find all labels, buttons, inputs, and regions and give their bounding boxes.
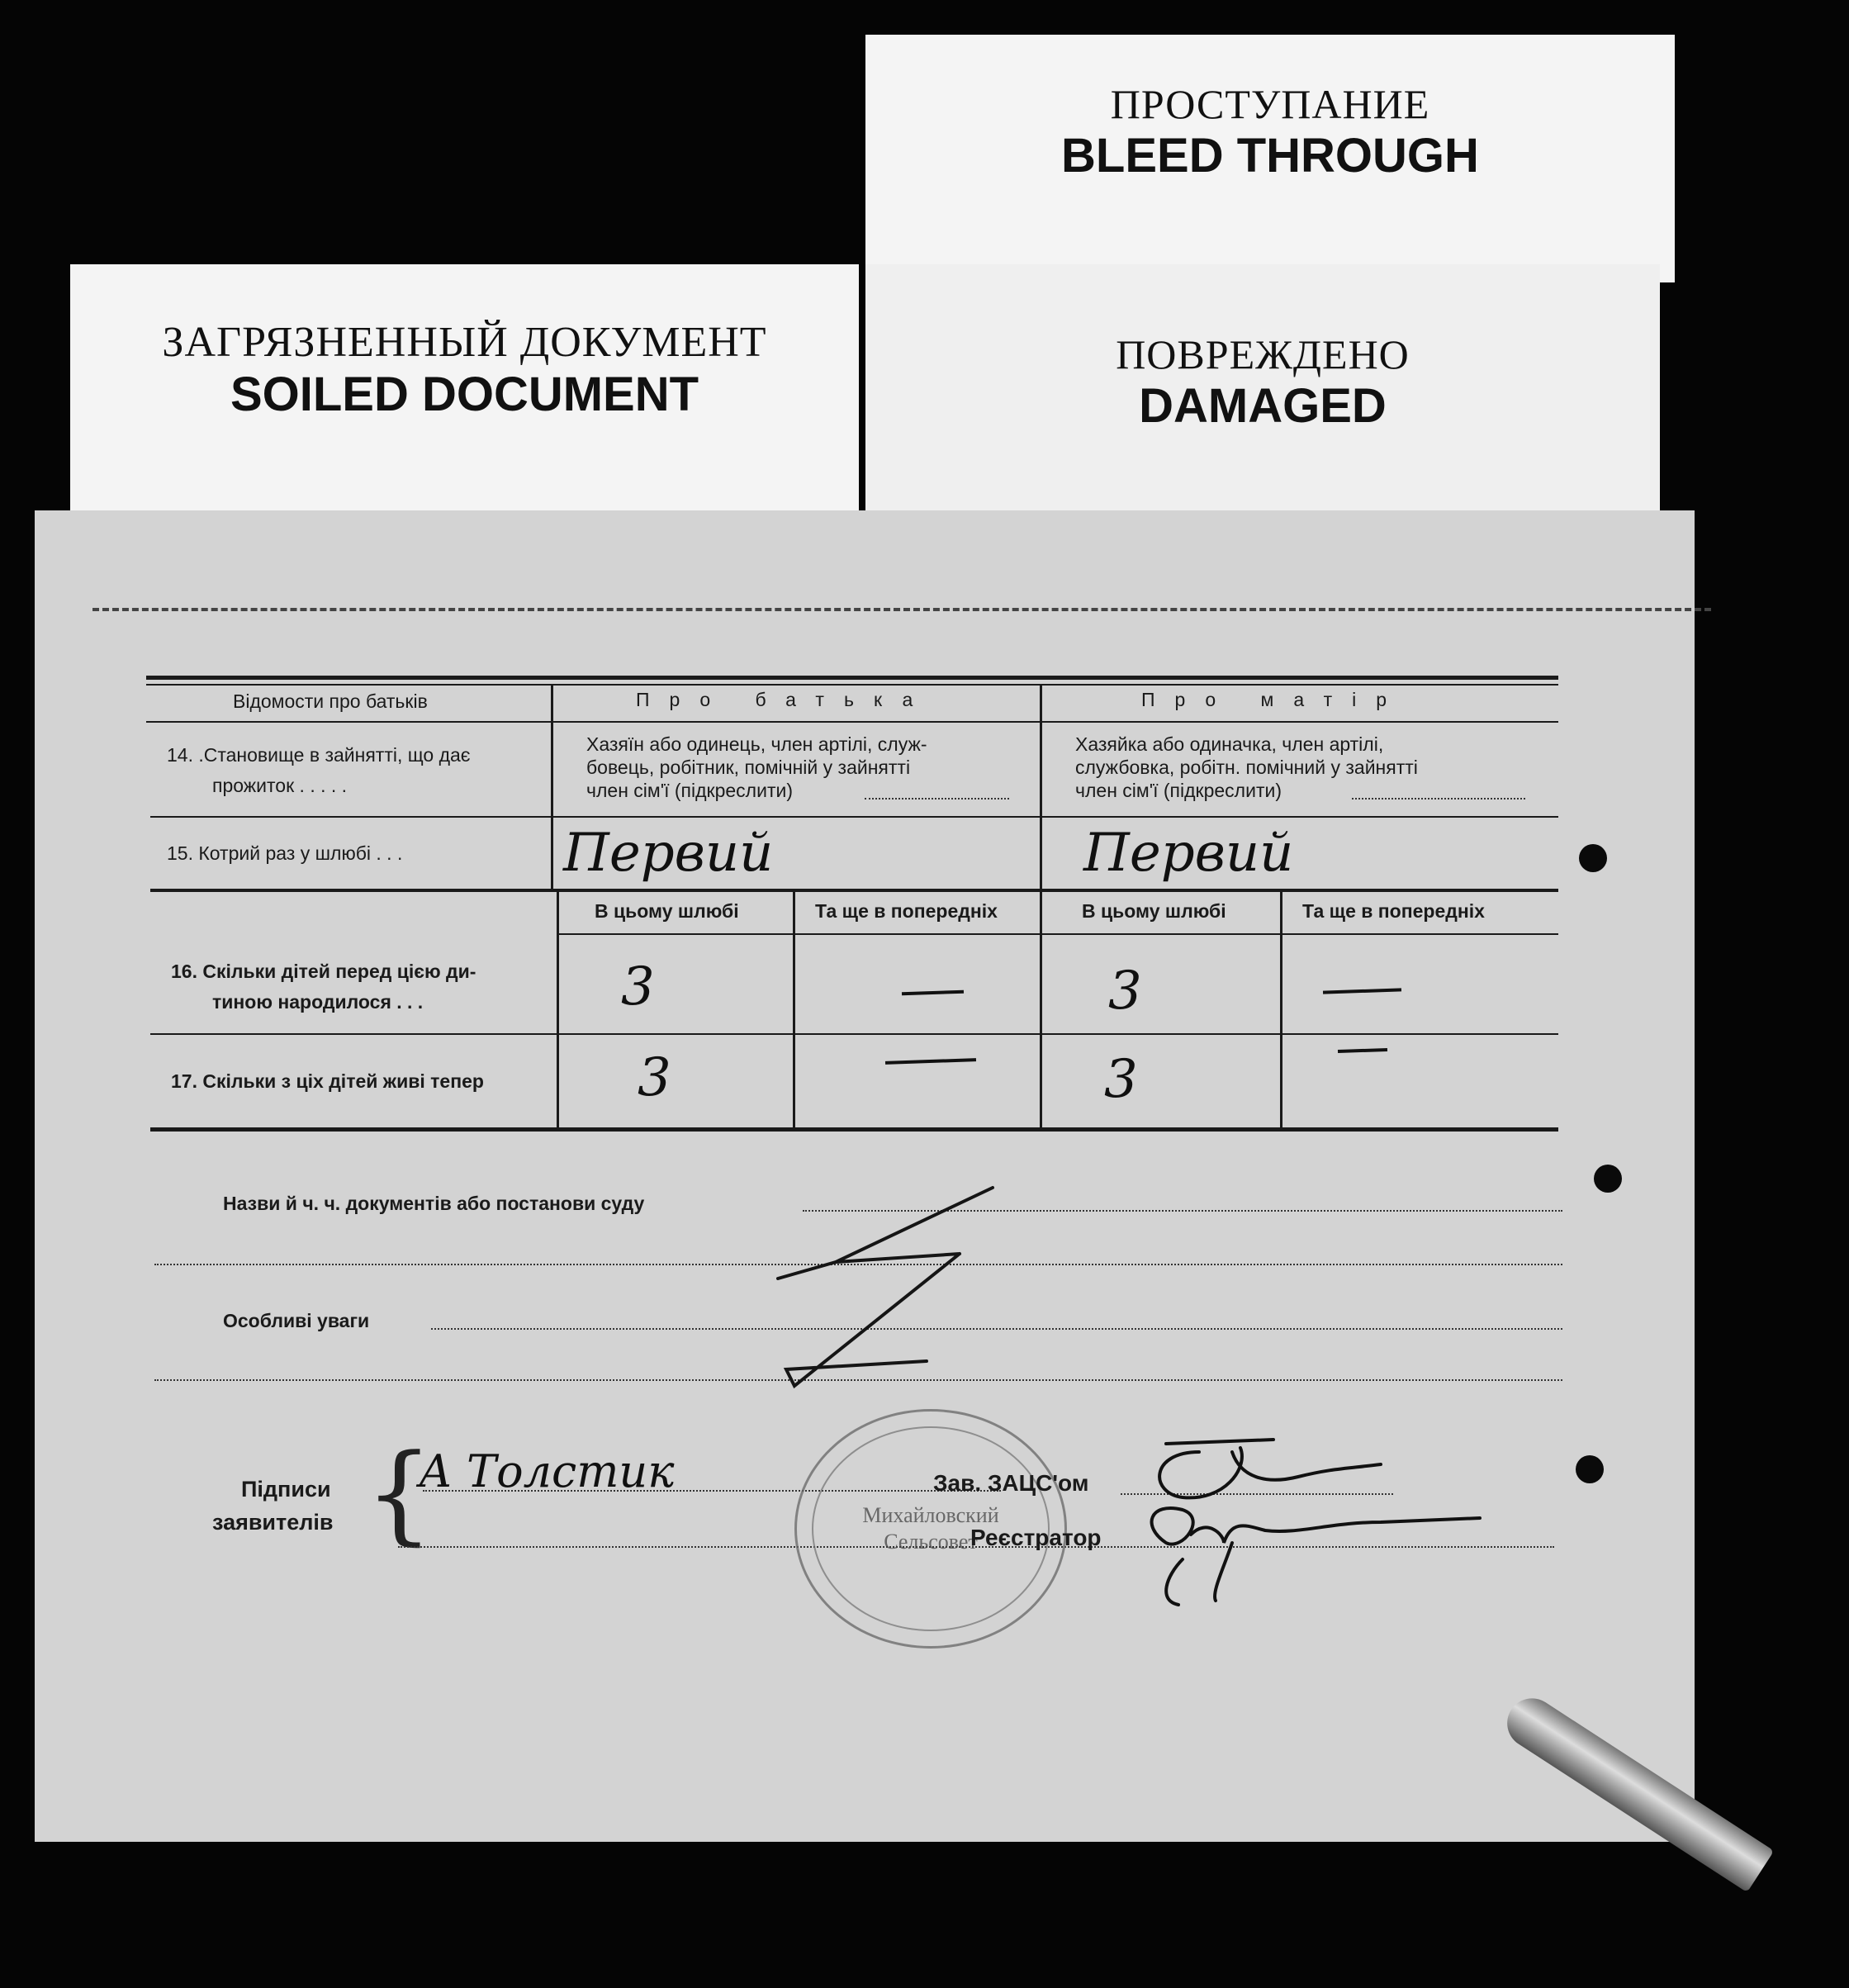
header-father: Про батька: [636, 689, 933, 710]
row16-label-line1: 16. Скільки дітей перед цією ди-: [171, 961, 476, 982]
damaged-ru: ПОВРЕЖДЕНО: [1116, 331, 1410, 377]
row15-mother-handwritten: Первий: [1083, 823, 1294, 884]
row15-rule: [150, 889, 1558, 892]
row16-father-previous-dash: [902, 990, 964, 996]
applicants-brace: {: [365, 1431, 434, 1556]
row15-label: 15. Котрий раз у шлюбі . . .: [167, 842, 403, 864]
header-mother: Про матір: [1141, 689, 1407, 710]
subheader-previous-mother: Та ще в попередніх: [1302, 900, 1485, 922]
row16-label-line2: тиною народилося . . .: [212, 991, 424, 1013]
bleed-through-en: BLEED THROUGH: [1061, 129, 1479, 183]
subheader-previous-father: Та ще в попередніх: [815, 900, 998, 922]
row14-mother-line2: службовка, робітн. помічний у зайнятті: [1075, 757, 1418, 778]
col-divider-f-sub: [793, 890, 795, 1130]
row16-rule: [150, 1033, 1558, 1035]
registrar-label: Реєстратор: [970, 1525, 1102, 1550]
subheader-this-marriage-father: В цьому шлюбі: [595, 900, 739, 922]
remarks-label: Особливі уваги: [223, 1310, 370, 1331]
row14-father-dots: [865, 798, 1009, 799]
punch-hole-2: [1594, 1165, 1622, 1193]
soiled-document-ru: ЗАГРЯЗНЕННЫЙ ДОКУМЕНТ: [162, 319, 767, 366]
row16-mother-previous-dash: [1323, 988, 1401, 994]
row17-mother-this: 3: [1104, 1049, 1138, 1110]
row14-father-line1: Хазяїн або одинець, член артілі, служ-: [586, 733, 927, 755]
head-and-registrar-signatures: [1133, 1419, 1496, 1609]
documents-label: Назви й ч. ч. документів або постанови суду: [223, 1193, 645, 1214]
row17-father-previous-dash: [885, 1058, 976, 1065]
stamp-text-line1: Михайловский: [862, 1503, 999, 1527]
col-divider-2: [1040, 684, 1042, 1130]
row14-father-line2: бовець, робітник, помічній у зайнятті: [586, 757, 911, 778]
head-zags-label: Зав. ЗАЦС'ом: [933, 1470, 1089, 1496]
damaged-card: [865, 264, 1660, 512]
row17-father-this: 3: [638, 1047, 671, 1108]
applicants-label-line2: заявителів: [212, 1510, 334, 1535]
soiled-document-en: SOILED DOCUMENT: [230, 368, 699, 421]
form-sheet: [35, 510, 1695, 1842]
perforation-line: [92, 608, 1711, 611]
applicants-label-line1: Підписи: [241, 1477, 331, 1502]
header-rule: [146, 721, 1558, 723]
subheader-rule: [557, 933, 1558, 935]
punch-hole-1: [1579, 844, 1607, 872]
stamp-text-line2: Сельсовет: [884, 1530, 978, 1554]
row14-mother-dots: [1352, 798, 1525, 799]
punch-hole-3: [1576, 1455, 1604, 1483]
row14-rule: [150, 816, 1558, 818]
row14-mother-line1: Хазяйка або одиначка, член артілі,: [1075, 733, 1384, 755]
damaged-en: DAMAGED: [1139, 379, 1387, 433]
table-top-rule-thin: [146, 684, 1558, 686]
subheader-this-marriage-mother: В цьому шлюбі: [1082, 900, 1226, 922]
row17-label: 17. Скільки з ціх дітей живі тепер: [171, 1070, 484, 1092]
header-parents-info: Відомости про батьків: [233, 690, 428, 712]
table-top-rule: [146, 676, 1558, 680]
row14-father-line3: член сім'ї (підкреслити): [586, 780, 793, 801]
applicant-signature: А Толстик: [419, 1445, 675, 1497]
table-bottom-rule: [150, 1127, 1558, 1132]
row14-label-line2: прожиток . . . . .: [212, 775, 348, 796]
row17-mother-previous-dash: [1338, 1048, 1387, 1053]
col-divider-1b: [557, 890, 559, 1130]
z-strike-mark: [712, 1171, 1009, 1419]
row16-father-this: 3: [621, 956, 655, 1018]
row14-label-line1: 14. .Становище в зайнятті, що дає: [167, 744, 471, 766]
col-divider-1a: [551, 684, 553, 890]
row14-mother-line3: член сім'ї (підкреслити): [1075, 780, 1282, 801]
soiled-document-card: [70, 264, 859, 512]
row15-father-handwritten: Первий: [563, 823, 774, 884]
row16-mother-this: 3: [1108, 961, 1142, 1022]
col-divider-m-sub: [1280, 890, 1282, 1130]
bleed-through-card: [865, 35, 1675, 282]
bleed-through-ru: ПРОСТУПАНИЕ: [1110, 81, 1430, 127]
